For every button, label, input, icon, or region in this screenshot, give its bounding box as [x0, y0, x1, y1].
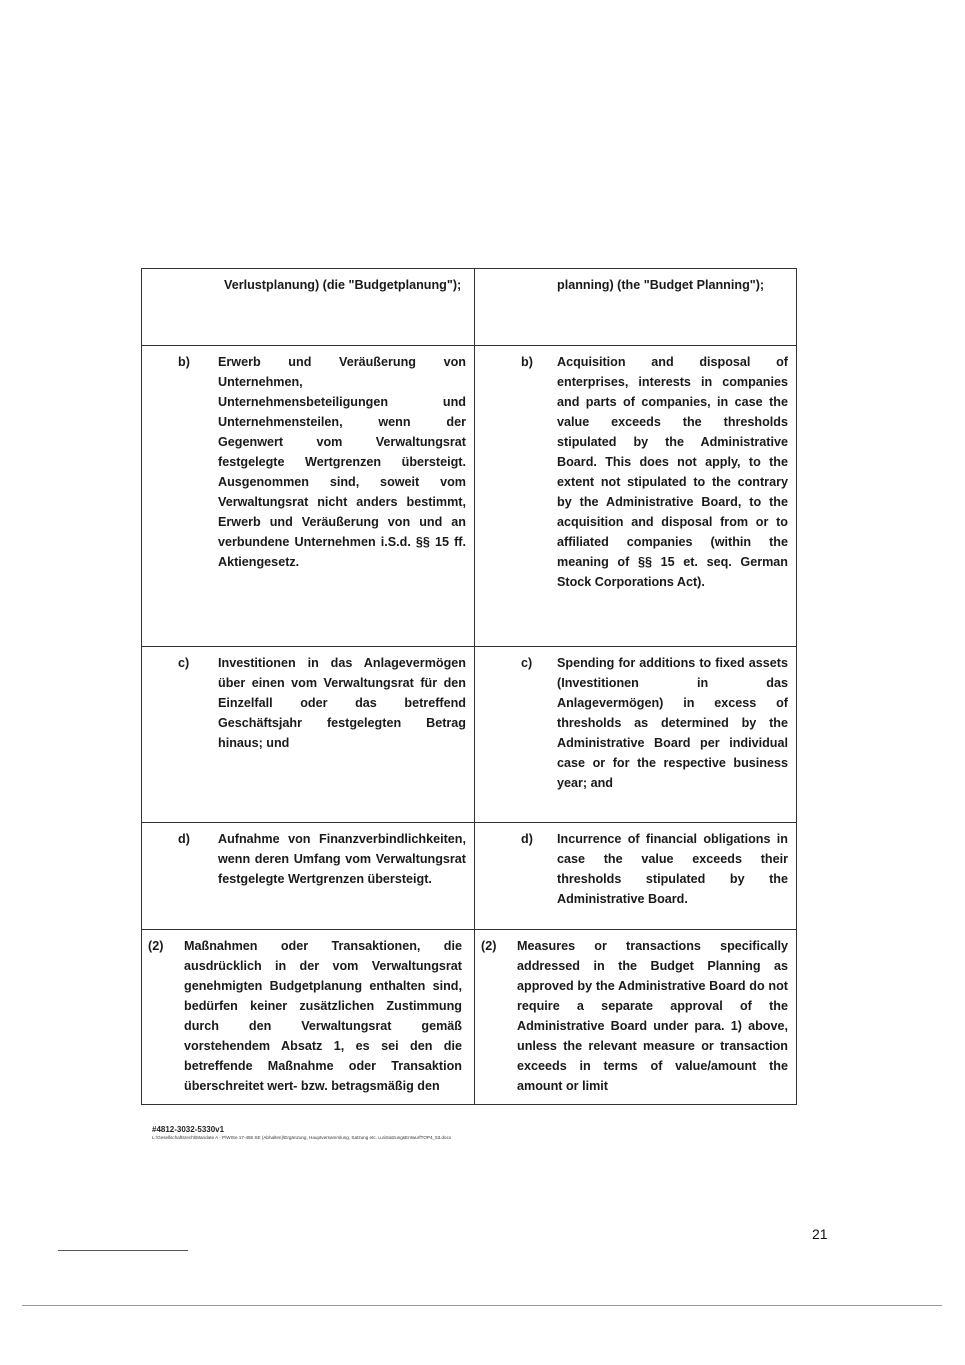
table-row: [142, 647, 797, 823]
table-row: [142, 269, 797, 346]
english-text: Acquisition and disposal of enterprises, interests in companies and parts of companies, in case the value exceeds the thresholds stipulated by the Administrative Board. This does not apply, to the extent not stipulated to the contrary by the Administrative Board, to the acquisition and disposal from or to affiliated companies (within the meaning of §§ 15 et. seq. German Stock Corporations Act).: [557, 355, 788, 589]
german-text: Investitionen in das Anlagevermögen über einen vom Verwaltungsrat für den Einzelfall oder das betreffend Geschäftsjahr festgelegten Betrag hinaus; und: [218, 656, 466, 750]
english-text: Measures or transactions specifically addressed in the Budget Planning as approved by the Administrative Board do not require a separate approval of the Administrative Board under para. 1) above, unless the relevant measure or transaction exceeds in terms of value/amount the amount or limit: [517, 939, 788, 1093]
scan-artifact-line: [22, 1305, 942, 1306]
english-cell: [475, 647, 797, 823]
german-cell: [142, 823, 475, 930]
item-label: b): [178, 355, 190, 369]
bilingual-articles-table: [141, 268, 797, 1105]
german-cell: [142, 346, 475, 647]
item-label: c): [521, 656, 533, 670]
english-cell: [475, 346, 797, 647]
german-text: Aufnahme von Finanzverbindlichkeiten, wenn deren Umfang vom Verwaltungsrat festgelegte Wertgrenzen übersteigt.: [218, 832, 466, 886]
english-text: planning) (the "Budget Planning");: [557, 278, 765, 292]
page-number: 21: [812, 1226, 828, 1242]
german-cell: [142, 930, 475, 1105]
item-label: b): [521, 355, 533, 369]
table-row: [142, 823, 797, 930]
german-text: Erwerb und Veräußerung von Unternehmen, Unternehmensbeteiligungen und Unternehmensteilen, wenn der Gegenwert vom Verwaltungsrat festgelegte Wertgrenzen übersteigt. Ausgenommen sind, soweit vom Verwaltungsrat nicht anders bestimmt, Erwerb und Veräußerung von und an verbundene Unternehmen i.S.d. §§ 15 ff. Aktiengesetz.: [218, 355, 466, 569]
table-row: [142, 930, 797, 1105]
document-reference: #4812-3032-5330v1: [152, 1125, 225, 1134]
german-text: Verlustplanung) (die "Budgetplanung");: [224, 278, 462, 292]
german-text: Maßnahmen oder Transaktionen, die ausdrücklich in der vom Verwaltungsrat genehmigten Budgetplanung enthalten sind, bedürfen keiner zusätzlichen Zustimmung durch den Verwaltungsrat gemäß vorstehendem Absatz 1, es sei den die betreffende Maßnahme oder Transaktion überschreitet wert- bzw. betragsmäßig den: [184, 939, 462, 1093]
english-cell: [475, 930, 797, 1105]
file-path: L:\Gesellschaftsrecht\Mandate A - P\WISe 17-455 SE (Abhalten)\Ergänzung, Hauptversammlung, Satzung etc. u.a\SatzungsEntwurfTOP4_53.docx: [152, 1135, 452, 1140]
english-cell: [475, 269, 797, 346]
item-label: d): [178, 832, 190, 846]
german-cell: [142, 269, 475, 346]
item-label: c): [178, 656, 190, 670]
english-cell: [475, 823, 797, 930]
paragraph-number: (2): [481, 939, 497, 953]
item-label: d): [521, 832, 533, 846]
paragraph-number: (2): [148, 939, 164, 953]
english-text: Incurrence of financial obligations in case the value exceeds their thresholds stipulated by the Administrative Board.: [557, 832, 788, 906]
table-row: [142, 346, 797, 647]
scan-artifact-line: [58, 1250, 188, 1251]
english-text: Spending for additions to fixed assets (Investitionen in das Anlagevermögen) in excess of thresholds as determined by the Administrative Board per individual case or for the respective business year; and: [557, 656, 788, 790]
german-cell: [142, 647, 475, 823]
